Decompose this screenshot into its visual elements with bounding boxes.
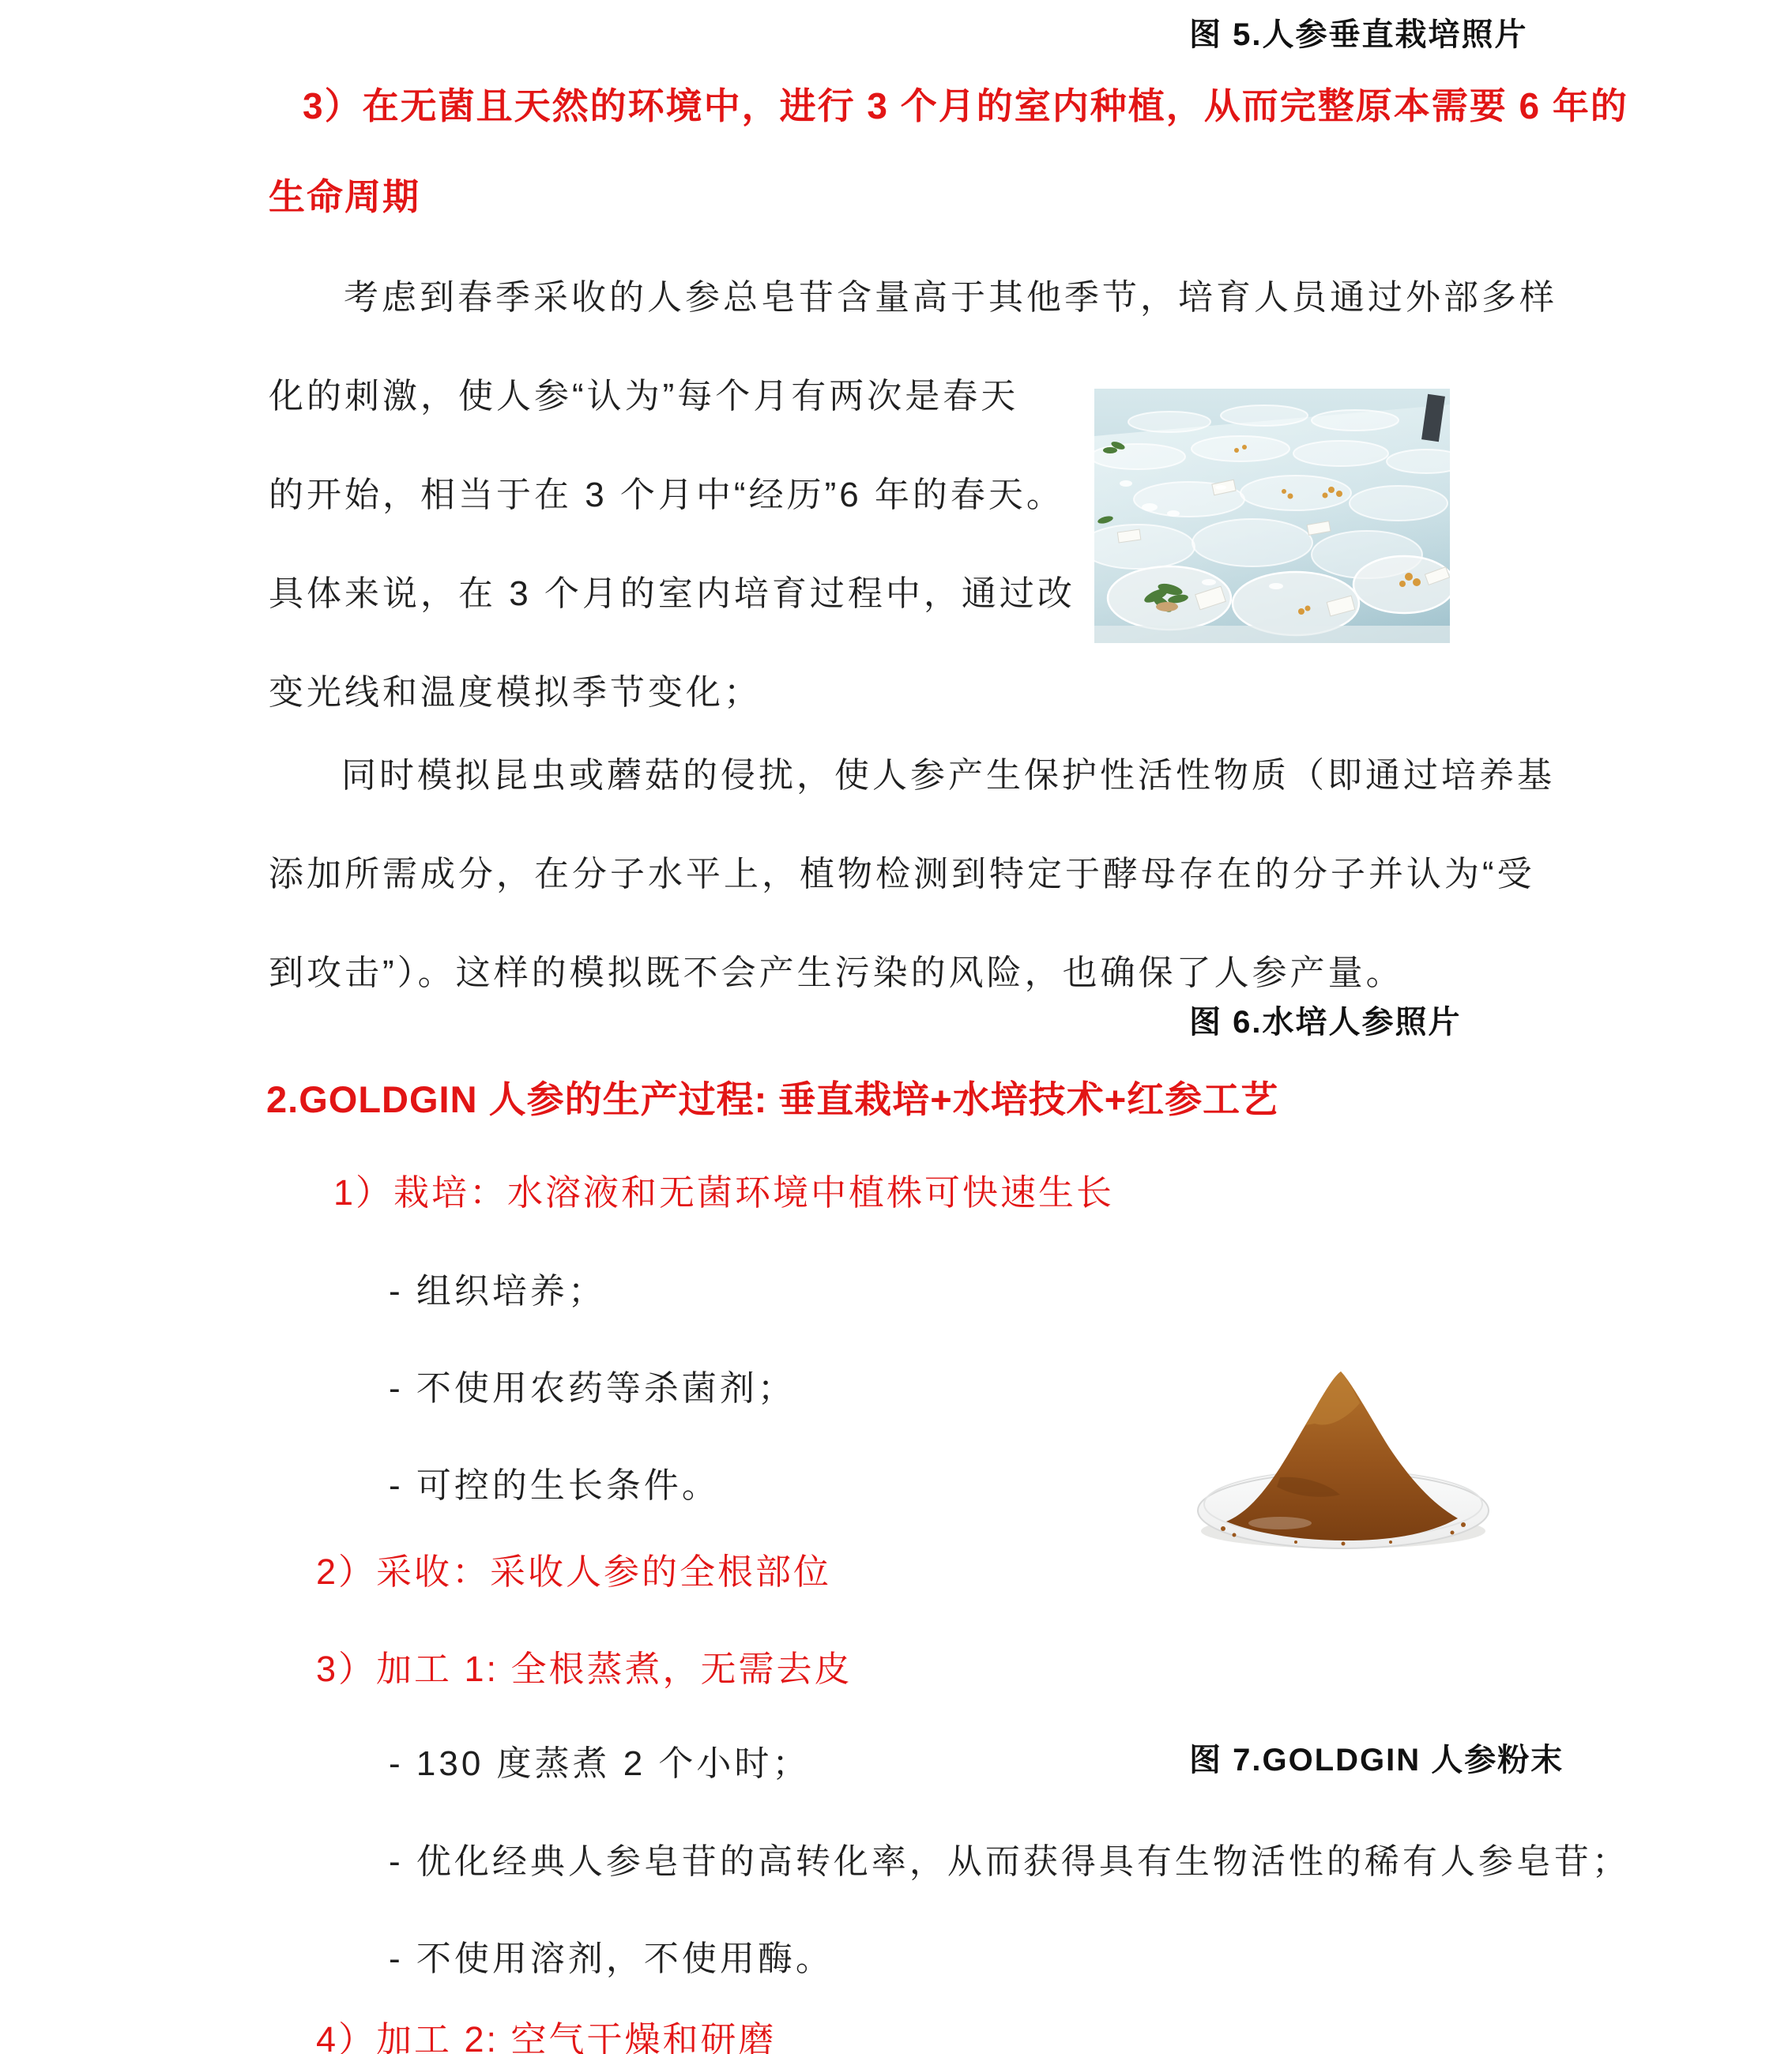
step2-heading: 2）采收：采收人参的全根部位 <box>316 1552 832 1592</box>
petri-dish-illustration <box>1094 389 1450 643</box>
step1-bullet-1: - 组织培养； <box>389 1272 606 1311</box>
step3-heading: 3）加工 1: 全根蒸煮，无需去皮 <box>316 1649 853 1689</box>
ginseng-powder-photo <box>1185 1343 1501 1556</box>
step3-bullet-1: - 130 度蒸煮 2 个小时； <box>389 1744 811 1783</box>
paragraph1-line2: 化的刺激，使人参“认为”每个月有两次是春天 <box>269 377 1019 416</box>
paragraph2-line3: 到攻击”）。这样的模拟既不会产生污染的风险，也确保了人参产量。 <box>269 954 1404 992</box>
section2-heading: 2.GOLDGIN 人参的生产过程: 垂直栽培+水培技术+红参工艺 <box>266 1078 1279 1120</box>
step1-heading: 1）栽培：水溶液和无菌环境中植株可快速生长 <box>333 1172 1115 1213</box>
figure7-caption: 图 7.GOLDGIN 人参粉末 <box>1189 1743 1564 1778</box>
step4-heading: 4）加工 2: 空气干燥和研磨 <box>316 2019 777 2054</box>
step1-bullet-2: - 不使用农药等杀菌剂； <box>389 1369 796 1408</box>
step3-bullet-3: - 不使用溶剂，不使用酶。 <box>389 1939 834 1978</box>
figure5-caption: 图 5.人参垂直栽培照片 <box>1189 17 1528 52</box>
paragraph2-line1: 同时模拟昆虫或蘑菇的侵扰，使人参产生保护性活性物质（即通过培养基 <box>341 756 1555 795</box>
figure6-caption: 图 6.水培人参照片 <box>1189 1005 1462 1040</box>
paragraph1-line1: 考虑到春季采收的人参总皂苷含量高于其他季节，培育人员通过外部多样 <box>344 278 1557 317</box>
paragraph1-line4: 具体来说，在 3 个月的室内培育过程中，通过改 <box>269 574 1075 613</box>
heading-3-line1: 3）在无菌且天然的环境中，进行 3 个月的室内种植，从而完整原本需要 6 年的 <box>303 85 1628 126</box>
ginseng-powder-illustration <box>1185 1343 1501 1556</box>
step3-bullet-2: - 优化经典人参皂苷的高转化率，从而获得具有生物活性的稀有人参皂苷； <box>389 1842 1630 1881</box>
heading-3-line2: 生命周期 <box>269 176 420 217</box>
paragraph2-line2: 添加所需成分，在分子水平上，植物检测到特定于酵母存在的分子并认为“受 <box>269 855 1535 893</box>
step1-bullet-3: - 可控的生长条件。 <box>389 1466 720 1505</box>
paragraph1-line3: 的开始，相当于在 3 个月中“经历”6 年的春天。 <box>269 476 1064 514</box>
petri-dish-photo <box>1094 389 1450 643</box>
paragraph1-line5: 变光线和温度模拟季节变化； <box>269 673 762 712</box>
